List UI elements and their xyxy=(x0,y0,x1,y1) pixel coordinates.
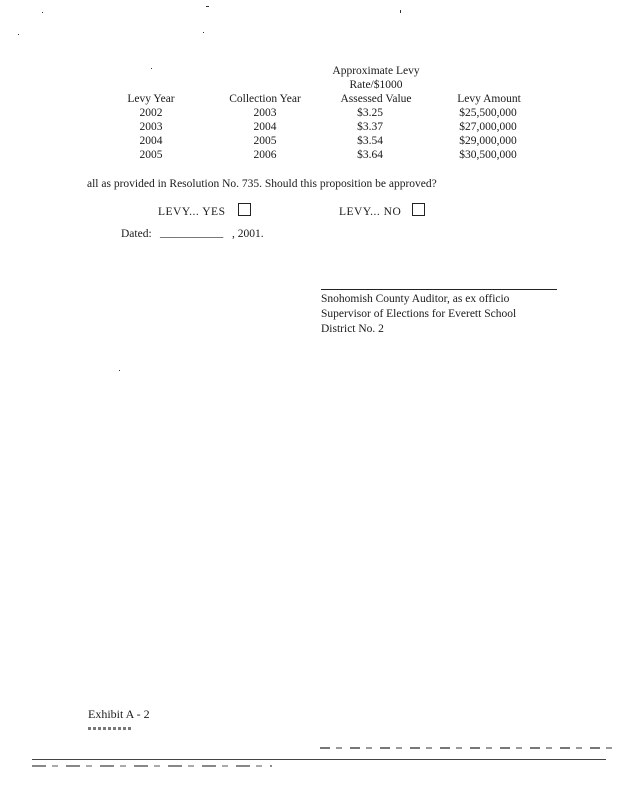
table-header-top-2: Rate/$1000 xyxy=(349,79,403,91)
scan-speck xyxy=(42,12,43,13)
table-cell: 2004 xyxy=(253,121,277,133)
col-header-assessed-value: Assessed Value xyxy=(340,93,412,105)
scan-speck xyxy=(203,32,204,33)
bottom-scan-noise xyxy=(32,765,272,767)
bottom-scan-line xyxy=(32,759,606,760)
exhibit-label: Exhibit A - 2 xyxy=(88,707,150,721)
signature-text-line-1: Snohomish County Auditor, as ex officio xyxy=(321,293,510,305)
scan-speck xyxy=(206,6,209,7)
table-cell: 2005 xyxy=(139,149,163,161)
table-cell: $3.37 xyxy=(357,121,383,133)
col-header-levy-amount: Levy Amount xyxy=(457,93,521,105)
bottom-scan-noise xyxy=(320,747,616,749)
table-header-top-1: Approximate Levy xyxy=(332,65,420,77)
dated-year: , 2001. xyxy=(232,228,264,240)
scan-speck xyxy=(400,10,401,13)
table-cell: $27,000,000 xyxy=(459,121,517,133)
dated-label: Dated: xyxy=(121,228,152,240)
scan-speck xyxy=(151,68,152,69)
signature-text-line-2: Supervisor of Elections for Everett School xyxy=(321,308,517,320)
col-header-collection-year: Collection Year xyxy=(229,93,301,105)
levy-no-label: LEVY... NO xyxy=(339,206,402,218)
table-cell: 2005 xyxy=(253,135,277,147)
col-header-levy-year: Levy Year xyxy=(127,93,175,105)
signature-line xyxy=(321,289,557,290)
table-cell: 2002 xyxy=(139,107,163,119)
table-cell: $3.64 xyxy=(357,149,383,161)
dated-blank: ___________ xyxy=(160,227,224,239)
table-cell: $30,500,000 xyxy=(459,149,517,161)
table-cell: 2004 xyxy=(139,135,163,147)
table-cell: $3.25 xyxy=(357,107,383,119)
table-cell: 2003 xyxy=(139,121,163,133)
levy-yes-label: LEVY... YES xyxy=(158,206,226,218)
resolution-text: all as provided in Resolution No. 735. Should this proposition be approved? xyxy=(87,178,437,190)
levy-yes-checkbox[interactable] xyxy=(238,203,251,216)
levy-no-checkbox[interactable] xyxy=(412,203,425,216)
table-cell: $29,000,000 xyxy=(459,135,517,147)
signature-text-line-3: District No. 2 xyxy=(321,323,384,335)
table-cell: $25,500,000 xyxy=(459,107,517,119)
scan-speck xyxy=(119,370,120,371)
table-cell: 2006 xyxy=(253,149,277,161)
scan-speck xyxy=(18,34,19,35)
table-cell: $3.54 xyxy=(357,135,383,147)
tiny-file-reference xyxy=(88,727,132,730)
table-cell: 2003 xyxy=(253,107,277,119)
